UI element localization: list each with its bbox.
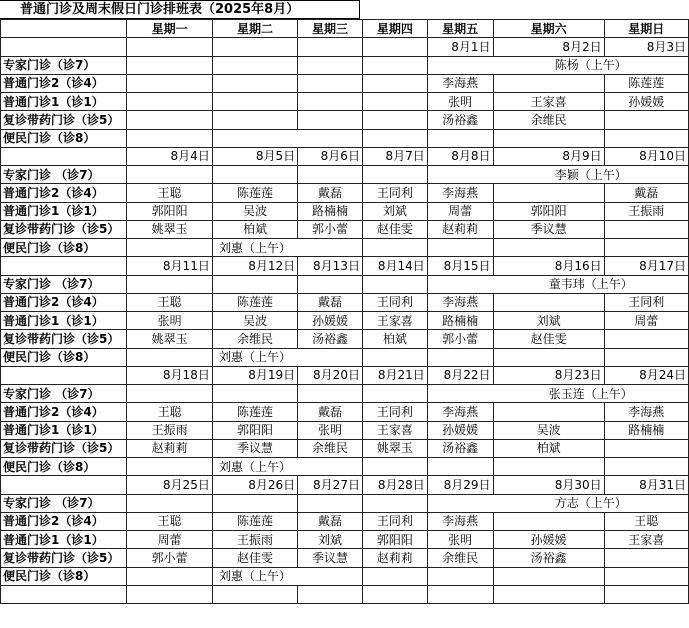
row-label: 普通门诊2（诊4） — [1, 74, 127, 92]
empty-cell — [493, 239, 604, 257]
empty-cell — [362, 56, 427, 74]
table-row — [1, 348, 689, 366]
doctor-cell — [362, 111, 427, 129]
row-label: 普通门诊2（诊4） — [1, 403, 127, 421]
date-cell: 8月17日 — [604, 257, 688, 275]
doctor-cell: 王聪 — [604, 512, 688, 530]
empty-cell — [427, 166, 493, 184]
doctor-cell — [127, 93, 212, 111]
day-header: 星期一 — [127, 20, 212, 38]
doctor-cell: 郭小蕾 — [427, 330, 493, 348]
table-row — [1, 220, 689, 238]
doctor-cell: 戴磊 — [604, 184, 688, 202]
doctor-cell: 余维民 — [212, 330, 297, 348]
empty-cell — [212, 166, 297, 184]
doctor-cell: 王家喜 — [604, 531, 688, 549]
table-row — [1, 421, 689, 439]
doctor-cell: 戴磊 — [298, 403, 363, 421]
doctor-cell: 王家喜 — [362, 421, 427, 439]
date-label-cell — [1, 147, 127, 165]
doctor-cell: 郭阳阳 — [212, 421, 297, 439]
empty-cell — [493, 585, 604, 603]
empty-cell — [298, 348, 363, 366]
doctor-cell — [604, 330, 688, 348]
table-row — [1, 129, 689, 147]
empty-cell — [427, 458, 493, 476]
date-label-cell — [1, 257, 127, 275]
empty-cell — [127, 585, 212, 603]
table-row — [1, 275, 689, 293]
day-header: 星期二 — [212, 20, 297, 38]
row-label: 复诊带药门诊（诊5） — [1, 220, 127, 238]
doctor-cell: 汤裕鑫 — [427, 111, 493, 129]
doctor-cell: 郭小蕾 — [127, 549, 212, 567]
table-row — [1, 476, 689, 494]
empty-cell — [427, 348, 493, 366]
doctor-cell: 吴波 — [493, 421, 604, 439]
day-header: 星期日 — [604, 20, 688, 38]
doctor-cell: 周蕾 — [427, 202, 493, 220]
empty-cell — [362, 385, 427, 403]
doctor-cell — [298, 93, 363, 111]
row-label: 专家门诊（诊7） — [1, 56, 127, 74]
date-cell: 8月4日 — [127, 147, 212, 165]
empty-cell — [604, 239, 688, 257]
date-label-cell — [1, 476, 127, 494]
date-cell: 8月15日 — [427, 257, 493, 275]
doctor-cell: 戴磊 — [298, 293, 363, 311]
doctor-cell — [362, 93, 427, 111]
doctor-cell: 戴磊 — [298, 184, 363, 202]
empty-cell — [604, 348, 688, 366]
empty-cell — [362, 494, 427, 512]
empty-cell — [212, 494, 297, 512]
doctor-cell: 陈莲莲 — [212, 184, 297, 202]
date-cell: 8月2日 — [493, 38, 604, 56]
doctor-cell — [493, 184, 604, 202]
doctor-cell: 刘斌 — [362, 202, 427, 220]
doctor-cell — [493, 512, 604, 530]
empty-cell — [127, 129, 212, 147]
doctor-cell: 汤裕鑫 — [493, 549, 604, 567]
date-cell: 8月25日 — [127, 476, 212, 494]
table-row — [1, 56, 689, 74]
date-cell: 8月10日 — [604, 147, 688, 165]
doctor-cell: 王家喜 — [362, 312, 427, 330]
expert-cell: 方志（上午） — [493, 494, 688, 512]
row-label: 专家门诊 （诊7） — [1, 275, 127, 293]
table-row — [1, 38, 689, 56]
date-cell: 8月11日 — [127, 257, 212, 275]
row-label: 专家门诊 （诊7） — [1, 166, 127, 184]
doctor-cell: 柏斌 — [362, 330, 427, 348]
row-label: 复诊带药门诊（诊5） — [1, 111, 127, 129]
table-row — [1, 184, 689, 202]
empty-cell — [127, 567, 212, 585]
doctor-cell: 赵莉莉 — [127, 439, 212, 457]
table-row — [1, 585, 689, 603]
empty-cell — [427, 129, 493, 147]
doctor-cell: 李海燕 — [604, 403, 688, 421]
empty-cell — [298, 494, 363, 512]
doctor-cell: 王同利 — [362, 184, 427, 202]
date-cell — [298, 38, 363, 56]
row-label: 复诊带药门诊（诊5） — [1, 549, 127, 567]
doctor-cell: 王家喜 — [493, 93, 604, 111]
doctor-cell — [298, 111, 363, 129]
table-row — [1, 93, 689, 111]
doctor-cell: 孙媛媛 — [298, 312, 363, 330]
table-row — [1, 549, 689, 567]
table-row — [1, 147, 689, 165]
date-cell: 8月18日 — [127, 366, 212, 384]
doctor-cell: 李海燕 — [427, 512, 493, 530]
doctor-cell: 路楠楠 — [298, 202, 363, 220]
date-cell — [127, 38, 212, 56]
empty-cell — [362, 585, 427, 603]
doctor-cell: 郭小蕾 — [298, 220, 363, 238]
table-row — [1, 257, 689, 275]
empty-cell — [1, 585, 127, 603]
table-row — [1, 166, 689, 184]
empty-cell — [604, 585, 688, 603]
empty-cell — [362, 239, 427, 257]
day-header: 星期六 — [493, 20, 604, 38]
table-row — [1, 531, 689, 549]
date-label-cell — [1, 366, 127, 384]
row-label: 便民门诊（诊8） — [1, 348, 127, 366]
doctor-cell: 王振雨 — [604, 202, 688, 220]
doctor-cell: 王同利 — [362, 293, 427, 311]
empty-cell — [298, 239, 363, 257]
doctor-cell: 王振雨 — [127, 421, 212, 439]
date-cell: 8月22日 — [427, 366, 493, 384]
date-cell: 8月26日 — [212, 476, 297, 494]
doctor-cell: 孙媛媛 — [604, 93, 688, 111]
empty-cell — [298, 129, 363, 147]
date-cell: 8月6日 — [298, 147, 363, 165]
doctor-cell: 姚翠玉 — [362, 439, 427, 457]
date-label-cell — [1, 38, 127, 56]
doctor-cell: 李海燕 — [427, 293, 493, 311]
doctor-cell: 王同利 — [604, 293, 688, 311]
empty-cell — [604, 129, 688, 147]
day-header: 星期三 — [298, 20, 363, 38]
table-row — [1, 330, 689, 348]
row-label: 便民门诊（诊8） — [1, 239, 127, 257]
empty-cell — [127, 385, 212, 403]
empty-cell — [127, 239, 212, 257]
doctor-cell: 刘斌 — [298, 531, 363, 549]
table-row — [1, 111, 689, 129]
empty-cell — [427, 385, 493, 403]
doctor-cell: 刘斌 — [493, 312, 604, 330]
date-cell: 8月24日 — [604, 366, 688, 384]
doctor-cell: 姚翠玉 — [127, 220, 212, 238]
doctor-cell: 王振雨 — [212, 531, 297, 549]
doctor-cell: 季议慧 — [212, 439, 297, 457]
date-cell: 8月13日 — [298, 257, 363, 275]
date-cell: 8月14日 — [362, 257, 427, 275]
doctor-cell — [493, 403, 604, 421]
empty-cell — [127, 348, 212, 366]
doctor-cell: 张明 — [127, 312, 212, 330]
doctor-cell — [604, 549, 688, 567]
row-label: 普通门诊2（诊4） — [1, 184, 127, 202]
empty-cell — [493, 458, 604, 476]
doctor-cell: 吴波 — [212, 202, 297, 220]
day-header: 星期五 — [427, 20, 493, 38]
table-row — [1, 239, 689, 257]
doctor-cell: 赵佳雯 — [212, 549, 297, 567]
empty-cell — [427, 567, 493, 585]
doctor-cell: 张明 — [427, 93, 493, 111]
doctor-cell: 王聪 — [127, 184, 212, 202]
doctor-cell: 王聪 — [127, 403, 212, 421]
date-cell — [362, 38, 427, 56]
date-cell: 8月8日 — [427, 147, 493, 165]
doctor-cell: 陈莲莲 — [212, 512, 297, 530]
empty-cell — [427, 585, 493, 603]
empty-cell — [127, 494, 212, 512]
day-header: 星期四 — [362, 20, 427, 38]
empty-cell — [427, 494, 493, 512]
doctor-cell: 季议慧 — [493, 220, 604, 238]
doctor-cell: 李海燕 — [427, 74, 493, 92]
doctor-cell: 郭阳阳 — [362, 531, 427, 549]
doctor-cell — [604, 439, 688, 457]
table-row — [1, 366, 689, 384]
empty-cell — [298, 567, 363, 585]
empty-cell — [493, 129, 604, 147]
table-row — [1, 312, 689, 330]
doctor-cell — [212, 111, 297, 129]
doctor-cell: 路楠楠 — [427, 312, 493, 330]
doctor-cell: 余维民 — [298, 439, 363, 457]
date-cell: 8月27日 — [298, 476, 363, 494]
doctor-cell: 路楠楠 — [604, 421, 688, 439]
doctor-cell: 陈莲莲 — [604, 74, 688, 92]
doctor-cell: 王同利 — [362, 512, 427, 530]
empty-cell — [212, 56, 297, 74]
doctor-cell: 吴波 — [212, 312, 297, 330]
doctor-cell: 郭阳阳 — [493, 202, 604, 220]
convenience-cell: 刘惠（上午） — [212, 348, 297, 366]
doctor-cell: 姚翠玉 — [127, 330, 212, 348]
doctor-cell: 张明 — [298, 421, 363, 439]
date-cell: 8月21日 — [362, 366, 427, 384]
doctor-cell — [362, 74, 427, 92]
doctor-cell: 柏斌 — [212, 220, 297, 238]
doctor-cell: 赵莉莉 — [362, 549, 427, 567]
expert-cell: 李颖（上午） — [493, 166, 688, 184]
table-row — [1, 567, 689, 585]
doctor-cell: 赵莉莉 — [427, 220, 493, 238]
row-label: 复诊带药门诊（诊5） — [1, 330, 127, 348]
expert-cell: 陈杨（上午） — [493, 56, 688, 74]
date-cell: 8月7日 — [362, 147, 427, 165]
empty-cell — [298, 585, 363, 603]
doctor-cell — [298, 74, 363, 92]
row-label: 普通门诊1（诊1） — [1, 312, 127, 330]
doctor-cell: 郭阳阳 — [127, 202, 212, 220]
date-cell: 8月30日 — [493, 476, 604, 494]
row-label: 便民门诊（诊8） — [1, 458, 127, 476]
empty-cell — [362, 567, 427, 585]
doctor-cell: 汤裕鑫 — [427, 439, 493, 457]
date-cell: 8月5日 — [212, 147, 297, 165]
date-cell: 8月1日 — [427, 38, 493, 56]
table-row — [1, 293, 689, 311]
date-cell: 8月23日 — [493, 366, 604, 384]
doctor-cell: 孙媛媛 — [493, 531, 604, 549]
date-cell: 8月3日 — [604, 38, 688, 56]
doctor-cell — [493, 74, 604, 92]
expert-cell: 张玉连（上午） — [493, 385, 688, 403]
date-cell: 8月20日 — [298, 366, 363, 384]
row-label: 便民门诊（诊8） — [1, 129, 127, 147]
expert-cell: 童韦玮（上午） — [493, 275, 688, 293]
doctor-cell: 李海燕 — [427, 184, 493, 202]
empty-cell — [362, 129, 427, 147]
empty-cell — [212, 275, 297, 293]
empty-cell — [298, 385, 363, 403]
corner-cell — [1, 20, 127, 38]
table-row — [1, 494, 689, 512]
empty-cell — [298, 458, 363, 476]
empty-cell — [427, 275, 493, 293]
convenience-cell: 刘惠（上午） — [212, 458, 297, 476]
empty-cell — [127, 166, 212, 184]
doctor-cell — [212, 74, 297, 92]
date-cell: 8月19日 — [212, 366, 297, 384]
table-row — [1, 458, 689, 476]
row-label: 普通门诊1（诊1） — [1, 421, 127, 439]
date-cell: 8月9日 — [493, 147, 604, 165]
empty-cell — [127, 56, 212, 74]
doctor-cell: 季议慧 — [298, 549, 363, 567]
empty-cell — [212, 585, 297, 603]
empty-cell — [127, 275, 212, 293]
empty-cell — [127, 458, 212, 476]
date-cell: 8月16日 — [493, 257, 604, 275]
doctor-cell: 陈莲莲 — [212, 403, 297, 421]
doctor-cell: 周蕾 — [127, 531, 212, 549]
doctor-cell — [604, 111, 688, 129]
table-row — [1, 20, 689, 38]
doctor-cell: 赵佳雯 — [362, 220, 427, 238]
row-label: 普通门诊1（诊1） — [1, 93, 127, 111]
empty-cell — [298, 166, 363, 184]
empty-cell — [427, 239, 493, 257]
table-row — [1, 202, 689, 220]
doctor-cell: 王聪 — [127, 512, 212, 530]
table-row — [1, 512, 689, 530]
doctor-cell: 戴磊 — [298, 512, 363, 530]
convenience-cell: 刘惠（上午） — [212, 239, 297, 257]
date-cell: 8月31日 — [604, 476, 688, 494]
doctor-cell: 张明 — [427, 531, 493, 549]
empty-cell — [493, 348, 604, 366]
doctor-cell: 周蕾 — [604, 312, 688, 330]
empty-cell — [362, 458, 427, 476]
doctor-cell: 李海燕 — [427, 403, 493, 421]
schedule-title: 普通门诊及周末假日门诊排班表（2025年8月） — [0, 0, 360, 19]
convenience-cell — [212, 129, 297, 147]
empty-cell — [362, 348, 427, 366]
empty-cell — [298, 56, 363, 74]
row-label: 普通门诊2（诊4） — [1, 293, 127, 311]
row-label: 专家门诊 （诊7） — [1, 385, 127, 403]
row-label: 专家门诊 （诊7） — [1, 494, 127, 512]
empty-cell — [362, 166, 427, 184]
date-cell: 8月12日 — [212, 257, 297, 275]
date-cell — [212, 38, 297, 56]
table-row — [1, 403, 689, 421]
empty-cell — [604, 567, 688, 585]
doctor-cell: 余维民 — [493, 111, 604, 129]
empty-cell — [427, 56, 493, 74]
empty-cell — [362, 275, 427, 293]
doctor-cell — [127, 111, 212, 129]
doctor-cell: 孙媛媛 — [427, 421, 493, 439]
empty-cell — [298, 275, 363, 293]
table-row — [1, 74, 689, 92]
table-row — [1, 439, 689, 457]
row-label: 普通门诊1（诊1） — [1, 531, 127, 549]
table-row — [1, 385, 689, 403]
doctor-cell: 柏斌 — [493, 439, 604, 457]
convenience-cell: 刘惠（上午） — [212, 567, 297, 585]
date-cell: 8月28日 — [362, 476, 427, 494]
doctor-cell — [212, 93, 297, 111]
doctor-cell: 陈莲莲 — [212, 293, 297, 311]
doctor-cell — [493, 293, 604, 311]
doctor-cell: 余维民 — [427, 549, 493, 567]
doctor-cell — [127, 74, 212, 92]
doctor-cell: 汤裕鑫 — [298, 330, 363, 348]
row-label: 普通门诊2（诊4） — [1, 512, 127, 530]
row-label: 普通门诊1（诊1） — [1, 202, 127, 220]
date-cell: 8月29日 — [427, 476, 493, 494]
empty-cell — [212, 385, 297, 403]
schedule-table — [0, 19, 689, 604]
empty-cell — [604, 458, 688, 476]
row-label: 复诊带药门诊（诊5） — [1, 439, 127, 457]
doctor-cell: 王同利 — [362, 403, 427, 421]
row-label: 便民门诊（诊8） — [1, 567, 127, 585]
empty-cell — [493, 567, 604, 585]
doctor-cell — [604, 220, 688, 238]
doctor-cell: 赵佳雯 — [493, 330, 604, 348]
doctor-cell: 王聪 — [127, 293, 212, 311]
